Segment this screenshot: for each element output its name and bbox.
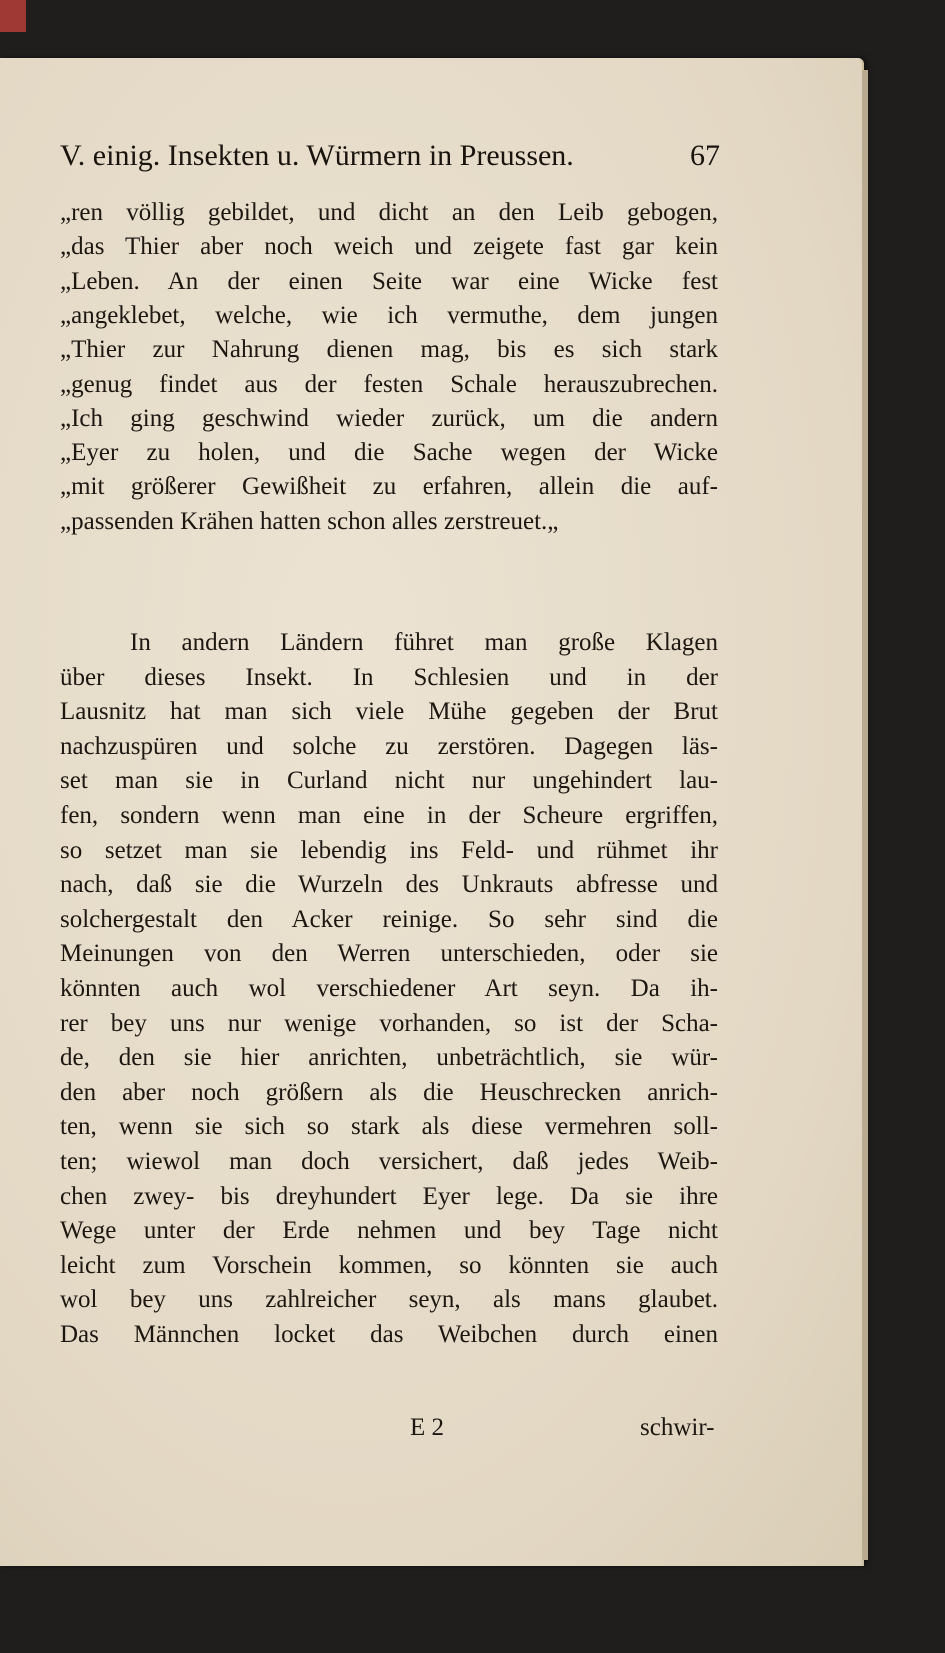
text-line: leicht zum Vorschein kommen, so könnten sie auch [60,1251,718,1279]
text-line: „Eyer zu holen, und die Sache wegen der Wicke [60,439,718,467]
text-line: „mit größerer Gewißheit zu erfahren, allein die auf- [60,473,718,501]
text-line: Das Männchen locket das Weibchen durch einen [60,1321,718,1348]
running-title: V. einig. Insekten u. Würmern in Preussen. [60,139,574,172]
text-line: „Leben. An der einen Seite war eine Wicke fest [60,267,718,295]
text-line: In andern Ländern führet man große Klagen [130,629,718,656]
bookmark-ribbon [0,0,26,32]
text-line: so setzet man sie lebendig ins Feld- und rühmet ihr [60,836,718,864]
text-line: Lausnitz hat man sich viele Mühe gegeben der Brut [60,698,718,726]
text-line: chen zwey- bis dreyhundert Eyer lege. Da sie ihre [60,1182,718,1210]
text-line: „angeklebet, welche, wie ich vermuthe, dem jungen [60,301,718,329]
text-line: „das Thier aber noch weich und zeigete fast gar kein [60,233,718,261]
text-line: könnten auch wol verschiedener Art seyn. Da ih- [60,975,718,1002]
text-line: „Thier zur Nahrung dienen mag, bis es sich stark [60,336,718,364]
text-line: den aber noch größern als die Heuschrecken anrich- [60,1078,718,1106]
text-line: de, den sie hier anrichten, unbeträchtlich, sie wür- [60,1044,718,1072]
text-line: über dieses Insekt. In Schlesien und in der [60,663,718,691]
text-line: Meinungen von den Werren unterschieden, oder sie [60,940,718,968]
text-line: solchergestalt den Acker reinige. So sehr sind die [60,905,718,933]
catchword: schwir- [640,1414,715,1441]
text-line: fen, sondern wenn man eine in der Scheure ergriffen, [60,802,718,829]
text-line: nachzuspüren und solche zu zerstören. Dagegen läs- [60,732,718,760]
text-line: „ren völlig gebildet, und dicht an den Leib gebogen, [60,199,718,226]
text-line: ten, wenn sie sich so stark als diese vermehren soll- [60,1113,718,1141]
page-edge [862,70,868,1560]
text-line: „passenden Krähen hatten schon alles zerstreuet.„ [60,507,559,535]
text-line: rer bey uns nur wenige vorhanden, so ist der Scha- [60,1009,718,1037]
page-number: 67 [690,139,720,172]
text-line: ten; wiewol man doch versichert, daß jedes Weib- [60,1148,718,1175]
text-line: wol bey uns zahlreicher seyn, als mans glaubet. [60,1286,718,1314]
running-header [60,138,720,174]
text-line: Wege unter der Erde nehmen und bey Tage nicht [60,1217,718,1245]
text-line: „genug findet aus der festen Schale herauszubrechen. [60,370,718,398]
signature-mark: E 2 [410,1414,445,1441]
text-line: „Ich ging geschwind wieder zurück, um die andern [60,404,718,432]
text-line: nach, daß sie die Wurzeln des Unkrauts abfresse und [60,871,718,899]
text-line: set man sie in Curland nicht nur ungehindert lau- [60,767,718,795]
